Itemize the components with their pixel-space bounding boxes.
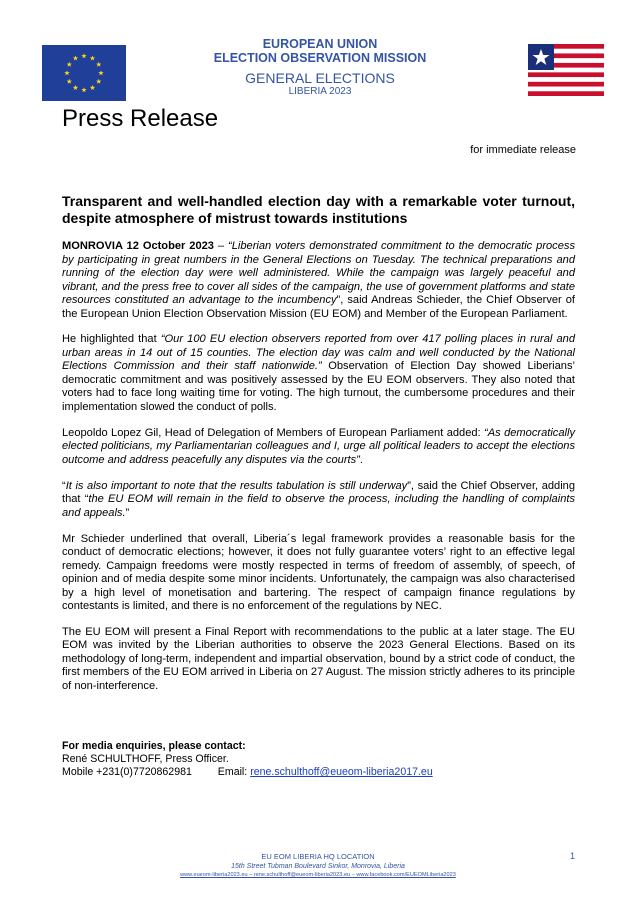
- quote: It is also important to note that the results tabulation is still underway: [65, 479, 408, 492]
- eu-flag-logo: [42, 45, 126, 101]
- mission-name: [170, 37, 470, 65]
- contact-name: René SCHULTHOFF, Press Officer.: [62, 753, 229, 765]
- paragraph-1: MONROVIA 12 October 2023 – “Liberian voters demonstrated commitment to the democratic process by participating in great numbers in the General Elections on Tuesday. The technical preparations and running of the election day were well administered. While the campaign was largely peaceful and vibrant, and the press free to cover all sides of the campaign, the use of government platforms and state resources constituted an advantage to the incumbency”, said Andreas Schieder, the Chief Observer of the European Union Election Observation Mission (EU EOM) and Member of the European Parliament.: [62, 240, 576, 320]
- page-number: 1: [570, 851, 576, 861]
- contact-details: [62, 766, 575, 779]
- liberia-flag-logo: [528, 44, 604, 96]
- quote: “Our 100 EU election observers reported from over 417 polling places in rural and urban areas in 14 out of 15 counties. The election day was calm and well conducted by the National Elections Commission and their staff nationwide.”: [62, 333, 575, 373]
- headline: Transparent and well-handled election day with a remarkable voter turnout, despite atmosphere of mistrust towards institutions: [62, 193, 575, 226]
- elections-title: GENERAL ELECTIONS: [245, 70, 395, 86]
- mission-line-2: ELECTION OBSERVATION MISSION: [213, 51, 427, 65]
- paragraph-4: “It is also important to note that the results tabulation is still underway”, said the Chief Observer, adding that “the EU EOM will remain in the field to observe the process, including the handling of complaints and appeals.”: [62, 479, 576, 519]
- eu-stars-icon: [42, 45, 126, 101]
- dateline: MONROVIA 12 October 2023: [62, 240, 214, 252]
- paragraph-3: Leopoldo Lopez Gil, Head of Delegation of Members of European Parliament added: “As democratically elected politicians, my Parliamentarian colleagues and I, urge all political leaders to accept the elections outcome and address peacefully any disputes via the courts”.: [62, 426, 575, 466]
- footer-hq: EU EOM LIBERIA HQ LOCATION: [261, 852, 375, 861]
- quote: “As democratically elected politicians, my Parliamentarian colleagues and I, urge all political leaders to accept the elections outcome and address peacefully any disputes via the courts”: [62, 426, 575, 466]
- release-note: for immediate release: [470, 144, 576, 156]
- press-release-body: [62, 240, 575, 706]
- footer-links[interactable]: www.eueom-liberia2023.eu – rene.schulthoff@eueom-liberia2023.eu – www.facebook.com/EUEOMLiberia2023: [180, 872, 456, 878]
- mission-line-1: EUROPEAN UNION: [262, 37, 378, 51]
- media-contact: [62, 740, 575, 779]
- contact-heading: For media enquiries, please contact:: [62, 740, 246, 752]
- contact-mobile: Mobile +231(0)7720862981: [62, 766, 192, 778]
- liberia-flag-icon: [528, 44, 604, 96]
- paragraph-6: The EU EOM will present a Final Report with recommendations to the public at a later stage. The EU EOM was invited by the Liberian authorities to observe the 2023 General Elections. Based on its methodology of long-term, independent and impartial observation, bound by a strict code of conduct, the first members of the EU EOM arrived in Liberia on 27 August. The mission strictly adheres to its principle of non-interference.: [62, 625, 575, 692]
- page-title: Press Release: [62, 105, 219, 132]
- footer-address: 15th Street Tubman Boulevard Sinkor, Monrovia, Liberia: [231, 863, 405, 870]
- paragraph-2: He highlighted that “Our 100 EU election observers reported from over 417 polling places in rural and urban areas in 14 out of 15 counties. The election day was calm and well conducted by the National Elections Commission and their staff nationwide.” Observation of Election Day showed Liberians’ democratic commitment and was positively assessed by the EU EOM observers. They also noted that voters had to face long waiting time for voting. The high turnout, the cumbersome procedures and their implementation slowed the conduct of polls.: [62, 333, 575, 413]
- email-link[interactable]: rene.schulthoff@eueom-liberia2017.eu: [250, 766, 433, 778]
- location-year: LIBERIA 2023: [288, 86, 352, 97]
- quote: “Liberian voters demonstrated commitment to the democratic process by participating in great numbers in the General Elections on Tuesday. The technical preparations and running of the election day were well administered. While the campaign was largely peaceful and vibrant, and the press free to cover all sides of the campaign, the use of government platforms and state resources constituted an advantage to the incumbency: [62, 240, 575, 306]
- email-label: Email:: [217, 766, 248, 778]
- quote: the EU EOM will remain in the field to observe the process, including the handling of complaints and appeals.: [62, 493, 575, 519]
- paragraph-5: Mr Schieder underlined that overall, Liberia´s legal framework provides a reasonable basis for the conduct of democratic elections; however, it does not fully guarantee voters’ right to an effective legal remedy. Campaign freedoms were mostly respected in terms of freedom of assembly, of speech, of opinion and of media despite some minor incidents. Unfortunately, the campaign was also characterised by a high level of monetisation and bartering. The respect of campaign finance regulations by contestants is limited, and there is no enforcement of the regulations by NEC.: [62, 532, 575, 613]
- footer: [118, 852, 518, 879]
